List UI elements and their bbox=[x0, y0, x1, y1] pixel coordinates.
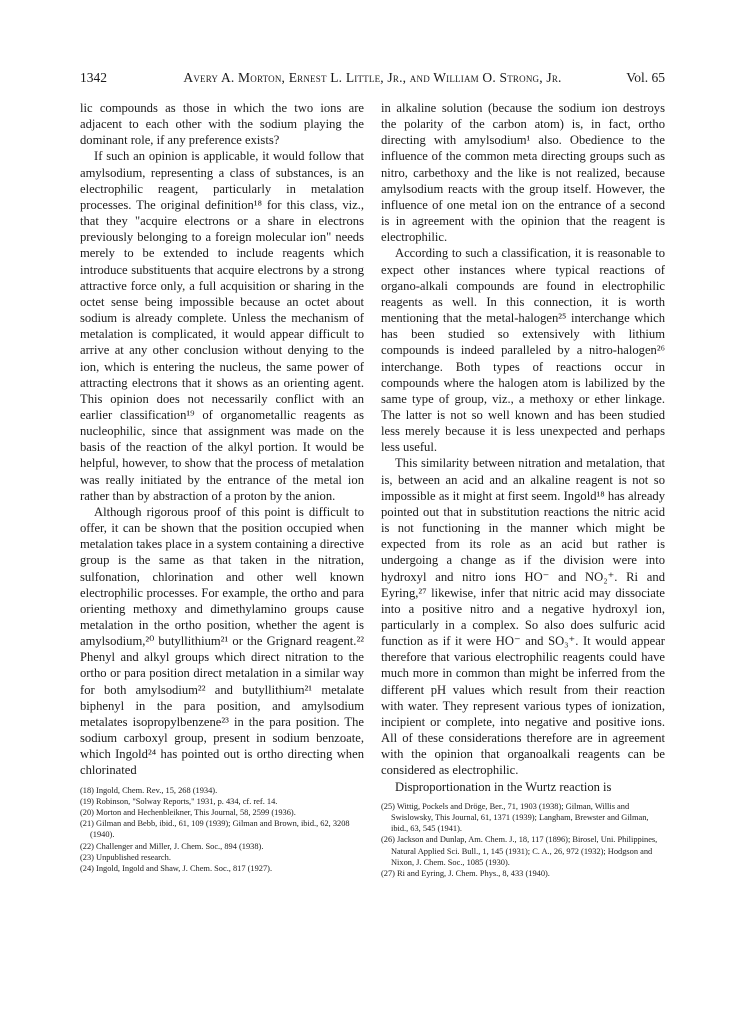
footnotes bbox=[381, 801, 665, 879]
footnote: (26) Jackson and Dunlap, Am. Chem. J., 18, 117 (1896); Birosel, Uni. Philippines, Natural Applied Sci. Bull., 1, 145 (1931); C. A., 26, 972 (1932); Hodgson and Nixon, J. Chem. Soc., 1085 (1930). bbox=[381, 835, 658, 867]
running-head-authors: Avery A. Morton, Ernest L. Little, Jr., and William O. Strong, Jr. bbox=[183, 70, 562, 85]
footnote: (24) Ingold, Ingold and Shaw, J. Chem. Soc., 817 (1927). bbox=[80, 863, 273, 873]
body-paragraph: Disproportionation in the Wurtz reaction is bbox=[395, 779, 612, 794]
page-number: 1342 bbox=[80, 70, 107, 85]
body-paragraph: in alkaline solution (because the sodium ion destroys the polarity of the carbon atom) is, in fact, ortho directing with amylsodium¹ also. Obedience to the influence of the common meta directing groups such as nitro, carbethoxy and the like is not realized, because amylsodium reacts with the group itself. However, the influence of one metal ion on the entrance of a second is in agreement with the opinion that the reagent is electrophilic. bbox=[381, 101, 665, 245]
body-paragraph: If such an opinion is applicable, it would follow that amylsodium, representing a class of substances, is an electrophilic reagent, particularly in metalation processes. The original definition¹⁸ for this class, viz., that they "acquire electrons or a share in electrons previously belonging to a foreign molecular ion" needs merely to be extended to include reagents which introduce substituents that acquire electrons by a strong attractive force only, a full acquisition or sharing in the octet sense being impossible because an octet about sodium is already complete. Unless the mechanism of metalation is complicated, it would appear difficult to arrive at any other conclusion without denying to the ion, which is entering the nucleus, the same power of attracting electrons that it shows as an orienting agent. This opinion does not necessarily conflict with an earlier classification¹⁹ of organometallic reagents as nucleophilic, since that assignment was made on the basis of the reaction of the alkyl portion. It would be helpful, however, to show that the process of metalation was really initiated by the entrance of the metal ion rather than by abstraction of a proton by the anion. bbox=[80, 149, 364, 503]
left-column bbox=[80, 100, 364, 874]
footnote: (25) Wittig, Pockels and Dröge, Ber., 71, 1903 (1938); Gilman, Willis and Swislowsky, This Journal, 61, 1371 (1939); Langham, Brewster and Gilman, ibid., 63, 545 (1941). bbox=[381, 801, 649, 834]
page-header bbox=[80, 70, 665, 90]
body-paragraph: According to such a classification, it is reasonable to expect other instances where typical reactions of organo-alkali compounds are found in electrophilic reagents as well. In this connection, it is worth mentioning that the metal-halogen²⁵ interchange which has been studied so extensively with lithium compounds is indeed paralleled by a nitro-halogen²⁶ interchange. Both types of reactions occur in compounds where the halogen atom is labilized by the same type of group, viz., a methoxy or ether linkage. The latter is not so well known and has been studied less merely because it is less unexpected and perhaps less useful. bbox=[381, 246, 665, 455]
footnote: (18) Ingold, Chem. Rev., 15, 268 (1934). bbox=[80, 785, 218, 795]
footnote: (21) Gilman and Bebb, ibid., 61, 109 (1939); Gilman and Brown, ibid., 62, 3208 (1940). bbox=[80, 819, 350, 840]
body-paragraph: This similarity between nitration and metalation, that is, between an acid and an alkaline reagent is not so impossible as it might at first seem. Ingold¹⁸ has already pointed out that in substitution reactions the nitric acid is not functioning in the manner which might be expected from its role as an acid but rather is undergoing a change as if the division were into hydroxyl and nitro ions HO⁻ and NO₂⁺. Ri and Eyring,²⁷ likewise, infer that nitric acid may dissociate into a positive nitro and a negative hydroxyl ion, particularly in a complex. So also does sulfuric acid function as if it were HO⁻ and SO₃⁺. It would appear therefore that various electrophilic reagents could have much more in common than might be inferred from the different pH values which result from their reaction with water. They represent various types of ionization, incipient or complete, into negative and positive ions. All of these considerations therefore are in agreement with the opinion that organoalkali reagents can be considered as electrophilic. bbox=[381, 456, 665, 778]
footnote: (27) Ri and Eyring, J. Chem. Phys., 8, 433 (1940). bbox=[381, 868, 550, 878]
footnote: (23) Unpublished research. bbox=[80, 852, 171, 862]
right-column bbox=[381, 100, 665, 879]
footnote: (22) Challenger and Miller, J. Chem. Soc., 894 (1938). bbox=[80, 841, 264, 851]
footnotes bbox=[80, 785, 364, 875]
body-paragraph: Although rigorous proof of this point is difficult to offer, it can be shown that the position occupied when metalation takes place in a system containing a directive group is the same as that taken in the nitration, sulfonation, chlorination and other well known electrophilic processes. For example, the ortho and para orienting methoxy and dimethylamino groups cause metalation in the ortho position, whether the agent is amylsodium,²⁰ butyllithium²¹ or the Grignard reagent.²² Phenyl and alkyl groups which direct nitration to the ortho or para position direct metalation in a similar way for both amylsodium²² and butyllithium²¹ metalate biphenyl in the para position, and amylsodium metalates isopropylbenzene²³ in the para position. The sodium carboxyl group, present in sodium benzoate, which Ingold²⁴ has pointed out is ortho directing when chlorinated bbox=[80, 504, 364, 778]
footnote: (19) Robinson, "Solway Reports," 1931, p. 434, cf. ref. 14. bbox=[80, 796, 278, 806]
body-paragraph: lic compounds as those in which the two ions are adjacent to each other with the sodium playing the dominant role, if any preference exists? bbox=[80, 101, 364, 148]
footnote: (20) Morton and Hechenbleikner, This Journal, 58, 2599 (1936). bbox=[80, 807, 296, 817]
volume-label: Vol. 65 bbox=[626, 70, 665, 85]
